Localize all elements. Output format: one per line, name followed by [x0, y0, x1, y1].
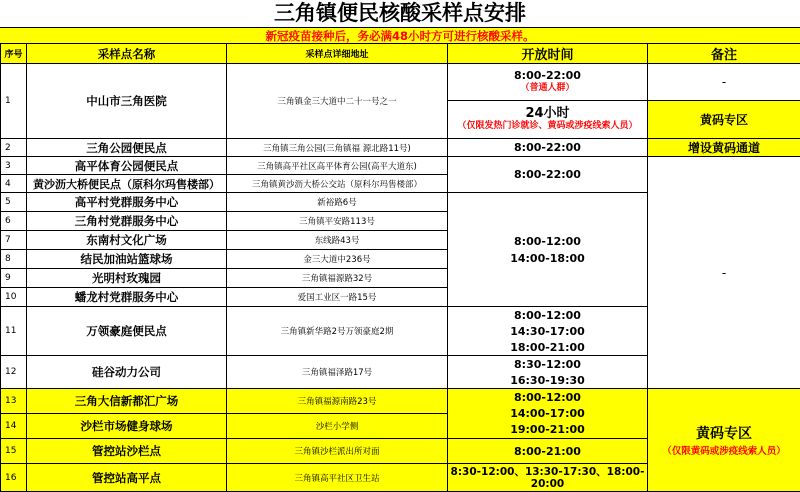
row-address: 三角镇高平社区卫生站: [227, 464, 448, 492]
row-site: 万领豪庭便民点: [27, 307, 227, 356]
row-no: 5: [1, 193, 27, 212]
row-site: 三角村党群服务中心: [27, 212, 227, 231]
row-site: 黄沙沥大桥便民点（原科尔玛售楼部）: [27, 175, 227, 193]
row-site: 沙栏市场健身球场: [27, 414, 227, 439]
row-site: 高平村党群服务中心: [27, 193, 227, 212]
row-site: 管控站高平点: [27, 464, 227, 492]
hours-line: 8:30-12:00: [448, 358, 647, 371]
row-site: 光明村玫瑰园: [27, 269, 227, 288]
hours-line: 14:30-17:00: [448, 325, 647, 338]
row-address: 金三大道中236号: [227, 250, 448, 269]
row-no: 7: [1, 231, 27, 250]
hours-line: 16:30-19:30: [448, 374, 647, 387]
row-site: 硅谷动力公司: [27, 356, 227, 389]
row-hours: 8:00-21:00: [448, 439, 648, 464]
row-no: 9: [1, 269, 27, 288]
row-address: 爱国工业区一路15号: [227, 288, 448, 307]
table-row: [1, 139, 800, 157]
row-site: 东南村文化广场: [27, 231, 227, 250]
table-row: [1, 64, 800, 101]
row-no: 14: [1, 414, 27, 439]
row-remark: -: [648, 157, 800, 389]
hours-line: 18:00-21:00: [448, 341, 647, 354]
yellow-zone-label: 黄码专区: [648, 423, 800, 443]
hours-line: 24小时: [448, 107, 647, 120]
hours-note: （仅限发热门诊就诊、黄码或涉疫线索人员）: [448, 120, 647, 133]
row-address: 三角镇沙栏派出所对面: [227, 439, 448, 464]
row-no: 16: [1, 464, 27, 492]
hours-line: 8:00-12:00: [448, 235, 647, 248]
table-row: [1, 389, 800, 414]
row-address: 沙栏小学侧: [227, 414, 448, 439]
row-hours: 8:00-22:00: [448, 157, 648, 193]
row-site: 高平体育公园便民点: [27, 157, 227, 175]
row-no: 4: [1, 175, 27, 193]
row-address: 三角镇三角公园(三角镇福 源北路11号): [227, 139, 448, 157]
row-site: 三角大信新都汇广场: [27, 389, 227, 414]
row-no: 11: [1, 307, 27, 356]
row-no: 15: [1, 439, 27, 464]
row-address: 三角镇金三大道中二十一号之一: [227, 64, 448, 139]
row-address: 三角镇福泽路17号: [227, 356, 448, 389]
row-remark: 黄码专区: [648, 101, 800, 139]
row-address: 三角镇福源路32号: [227, 269, 448, 288]
row-no: 13: [1, 389, 27, 414]
row-no: 2: [1, 139, 27, 157]
hours-line: 14:00-17:00: [448, 407, 647, 420]
hours-line: 14:00-18:00: [448, 252, 647, 265]
row-address: 三角镇黄沙沥大桥公交站（原科尔玛售楼部）: [227, 175, 448, 193]
row-hours: [448, 307, 648, 356]
hours-line: 19:00-21:00: [448, 423, 647, 436]
table-row: [1, 157, 800, 175]
row-site: 结民加油站篮球场: [27, 250, 227, 269]
header-address: 采样点详细地址: [227, 44, 448, 64]
hours-note: （普通人群）: [448, 82, 647, 95]
row-remark: [648, 389, 800, 492]
row-remark: 增设黄码通道: [648, 139, 800, 157]
header-no: 序号: [1, 44, 27, 64]
page-title: 三角镇便民核酸采样点安排: [0, 0, 800, 27]
sampling-site-table: [0, 43, 800, 492]
row-hours: [448, 356, 648, 389]
header-remark: 备注: [648, 44, 800, 64]
row-no: 6: [1, 212, 27, 231]
row-hours: [448, 101, 648, 139]
row-site: 三角公园便民点: [27, 139, 227, 157]
row-hours: 8:00-22:00: [448, 139, 648, 157]
row-hours: [448, 389, 648, 439]
row-site: 管控站沙栏点: [27, 439, 227, 464]
row-no: 10: [1, 288, 27, 307]
row-site: 蟠龙村党群服务中心: [27, 288, 227, 307]
row-remark: -: [648, 64, 800, 101]
row-no: 12: [1, 356, 27, 389]
row-no: 8: [1, 250, 27, 269]
row-no: 3: [1, 157, 27, 175]
row-hours: [448, 64, 648, 101]
header-hours: 开放时间: [448, 44, 648, 64]
row-hours: 8:30-12:00、13:30-17:30、18:00-20:00: [448, 464, 648, 492]
row-address: 东线路43号: [227, 231, 448, 250]
header-site: 采样点名称: [27, 44, 227, 64]
hours-line: 8:00-12:00: [448, 391, 647, 404]
row-hours: [448, 193, 648, 307]
yellow-zone-note: （仅限黄码或涉疫线索人员）: [648, 443, 800, 457]
hours-line: 8:00-22:00: [448, 69, 647, 82]
row-address: 新裕路6号: [227, 193, 448, 212]
row-address: 三角镇新华路2号万领豪庭2期: [227, 307, 448, 356]
row-address: 三角镇福源南路23号: [227, 389, 448, 414]
table-header-row: [1, 44, 800, 64]
row-address: 三角镇平安路113号: [227, 212, 448, 231]
row-site: 中山市三角医院: [27, 64, 227, 139]
row-no: 1: [1, 64, 27, 139]
row-address: 三角镇高平社区高平体育公园(高平大道东): [227, 157, 448, 175]
vaccine-notice: 新冠疫苗接种后，务必满48小时方可进行核酸采样。: [0, 27, 800, 43]
hours-line: 8:00-12:00: [448, 309, 647, 322]
